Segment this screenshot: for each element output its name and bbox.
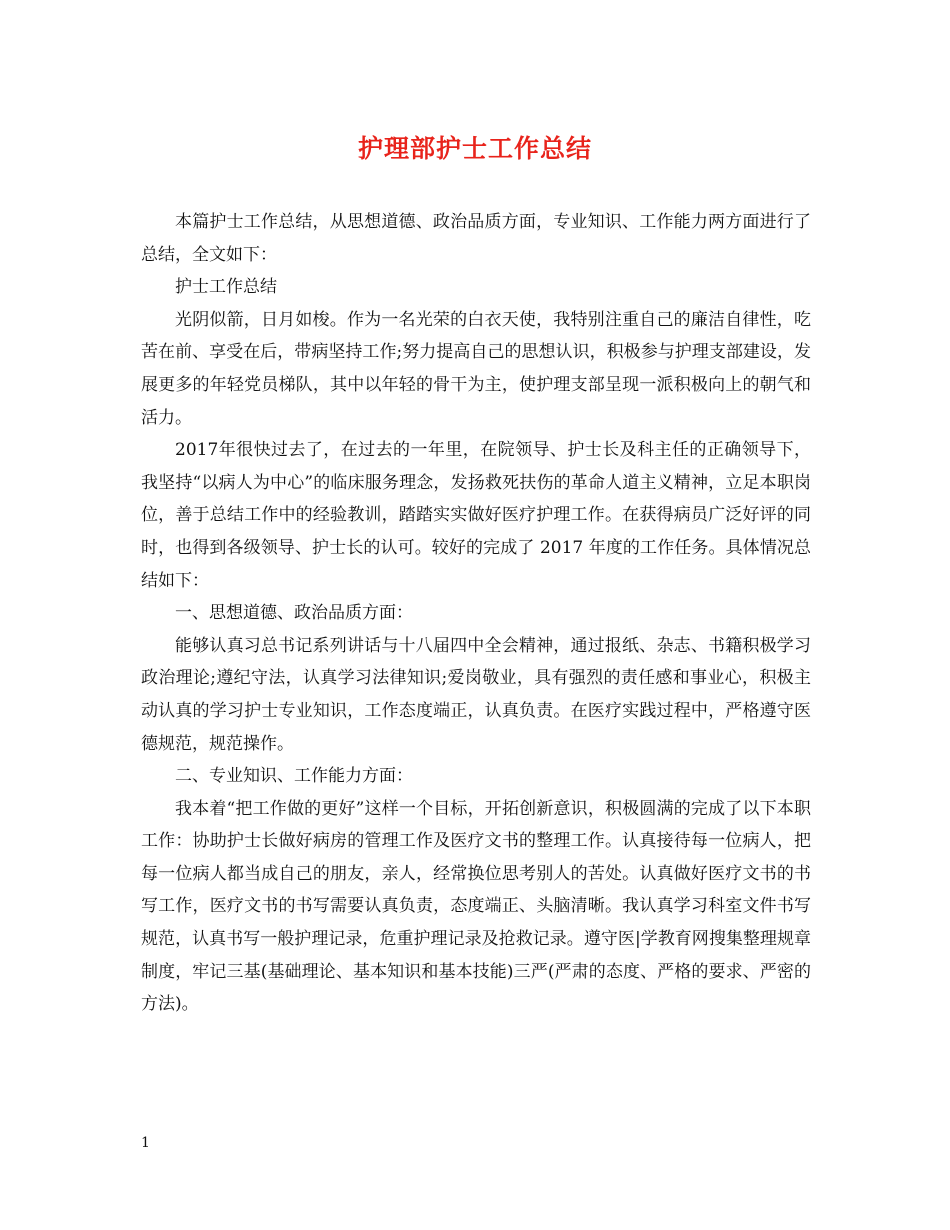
section-heading-2: 二、专业知识、工作能力方面： bbox=[175, 766, 413, 787]
intro-paragraph: 本篇护士工作总结，从思想道德、政治品质方面，专业知识、工作能力两方面进行了总结，全文如下： bbox=[141, 212, 811, 265]
body-paragraph-4: 我本着“把工作做的更好”这样一个目标，开拓创新意识，积极圆满的完成了以下本职工作：协助护士长做好病房的管理工作及医疗文书的整理工作。认真接待每一位病人，把每一位病人都当成自己的朋友，亲人，经常换位思考别人的苦处。认真做好医疗文书的书写工作，医疗文书的书写需要认真负责，态度端正、头脑清晰。我认真学习科室文件书写规范，认真书写一般护理记录，危重护理记录及抢救记录。遵守医|学教育网搜集整理规章制度，牢记三基(基础理论、基本知识和基本技能)三严(严肃的态度、严格的要求、严密的方法)。 bbox=[141, 798, 811, 1015]
subtitle-paragraph: 护士工作总结 bbox=[175, 277, 277, 298]
document-body bbox=[141, 206, 811, 1021]
section-heading-1: 一、思想道德、政治品质方面： bbox=[175, 603, 413, 624]
document-title: 护理部护士工作总结 bbox=[357, 134, 592, 163]
body-paragraph-1: 光阴似箭，日月如梭。作为一名光荣的白衣天使，我特别注重自己的廉洁自律性，吃苦在前、享受在后，带病坚持工作;努力提高自己的思想认识，积极参与护理支部建设，发展更多的年轻党员梯队，其中以年轻的骨干为主，使护理支部呈现一派积极向上的朝气和活力。 bbox=[141, 309, 811, 428]
body-paragraph-3: 能够认真习总书记系列讲话与十八届四中全会精神，通过报纸、杂志、书籍积极学习政治理论;遵纪守法，认真学习法律知识;爱岗敬业，具有强烈的责任感和事业心，积极主动认真的学习护士专业知识，工作态度端正，认真负责。在医疗实践过程中，严格遵守医德规范，规范操作。 bbox=[141, 635, 811, 754]
body-paragraph-2: 2017年很快过去了，在过去的一年里，在院领导、护士长及科主任的正确领导下，我坚持“以病人为中心”的临床服务理念，发扬救死扶伤的革命人道主义精神，立足本职岗位，善于总结工作中的经验教训，踏踏实实做好医疗护理工作。在获得病员广泛好评的同时，也得到各级领导、护士长的认可。较好的完成了 2017 年度的工作任务。具体情况总结如下： bbox=[141, 440, 811, 591]
page-number: 1 bbox=[141, 1135, 150, 1151]
